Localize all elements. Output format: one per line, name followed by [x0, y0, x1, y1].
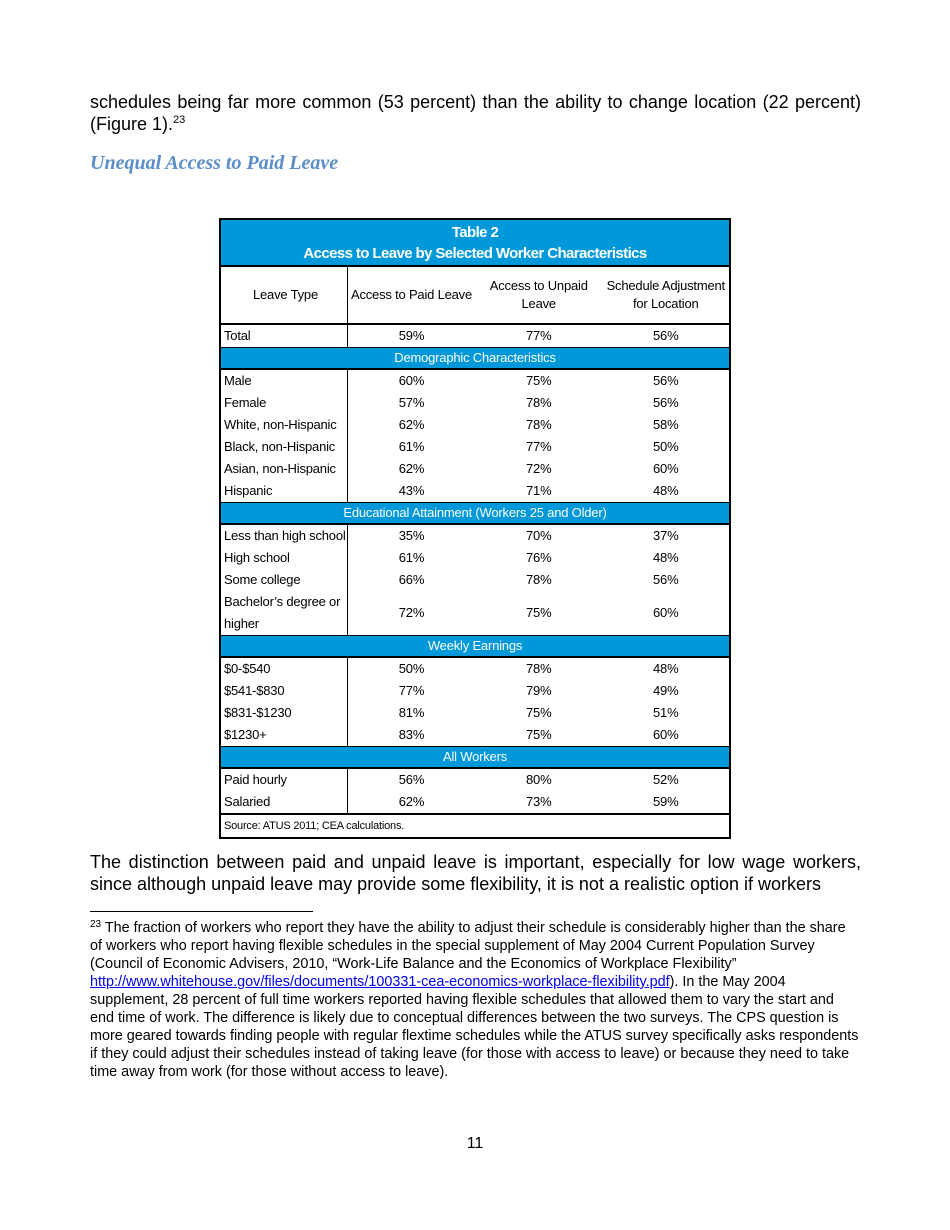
table-source-row [220, 814, 730, 838]
table-section-header [220, 747, 730, 769]
cell-schedule: 51% [653, 705, 679, 720]
row-label: High school [220, 547, 348, 569]
intro-paragraph [90, 91, 861, 135]
table-row [220, 768, 730, 791]
table-row-total [220, 324, 730, 348]
cell-paid: 77% [398, 683, 425, 698]
cell-unpaid: 75% [526, 605, 552, 620]
cell-paid: 66% [398, 572, 425, 587]
page-number: 11 [466, 1135, 484, 1152]
table-section-header [220, 636, 730, 658]
cell-schedule: 50% [653, 439, 679, 454]
cell-schedule: 48% [653, 483, 679, 498]
cell-unpaid: 76% [526, 550, 552, 565]
cell-schedule: 59% [653, 794, 679, 809]
row-label: $0-$540 [220, 657, 348, 680]
cell-paid: 43% [398, 483, 425, 498]
table-row [220, 680, 730, 702]
cell-schedule: 60% [653, 461, 679, 476]
table-row [220, 569, 730, 591]
cell-unpaid: 75% [526, 727, 552, 742]
cell-unpaid: 72% [526, 461, 552, 476]
table-row [220, 458, 730, 480]
cell-unpaid: 70% [526, 528, 552, 543]
row-label: Bachelor’s degree or higher [220, 591, 348, 636]
cell-unpaid: 78% [526, 417, 552, 432]
footnote-divider [90, 911, 313, 912]
row-label: Male [220, 369, 348, 392]
footnote-text-after: ). In the May 2004 supplement, 28 percent of full time workers reported having flexible schedules that allowed them to vary the start and end time of work. The difference is likely due to conceptual differences between the two surveys. The CPS question is more geared towards finding people with regular flextime schedules while the ATUS survey specifically asks respondents if they could adjust their schedules instead of taking leave (for those with access to leave) or because they need to take time away from work (for those without access to leave). [90, 974, 859, 1080]
cell-paid: 72% [398, 605, 425, 620]
cell-schedule: 56% [653, 395, 679, 410]
leave-access-table [219, 218, 731, 839]
row-label: Some college [220, 569, 348, 591]
distinction-paragraph: The distinction between paid and unpaid leave is important, especially for low wage workers, since although unpaid leave may provide some flexibility, it is not a realistic option if workers [90, 852, 861, 894]
cell-unpaid: 80% [526, 772, 552, 787]
cell-paid: 35% [398, 528, 425, 543]
cell-paid: 57% [398, 395, 425, 410]
cell-schedule: 60% [653, 727, 679, 742]
table-row [220, 702, 730, 724]
table-row [220, 791, 730, 814]
cell-unpaid: 78% [526, 572, 552, 587]
row-label: Asian, non-Hispanic [220, 458, 348, 480]
table-header-row [220, 266, 730, 324]
cell-paid: 62% [398, 794, 425, 809]
table-row [220, 524, 730, 547]
cell-schedule: 56% [603, 324, 731, 348]
cell-schedule: 58% [653, 417, 679, 432]
table-row [220, 480, 730, 503]
footnote [90, 919, 861, 1081]
table-row [220, 414, 730, 436]
row-label: White, non-Hispanic [220, 414, 348, 436]
cell-unpaid: 77% [526, 439, 552, 454]
cell-paid: 62% [398, 461, 425, 476]
footnote-text-before: The fraction of workers who report they have the ability to adjust their schedule is considerably higher than the share of workers who report having flexible schedules in the special supplement of May 2004 Current Population Survey (Council of Economic Advisers, 2010, “Work-Life Balance and the Economics of Workplace Flexibility” [90, 920, 846, 972]
cell-unpaid: 71% [526, 483, 552, 498]
cell-paid: 62% [398, 417, 425, 432]
cell-paid: 50% [398, 661, 425, 676]
cell-schedule: 37% [653, 528, 679, 543]
header-leave-type: Leave Type [220, 266, 348, 324]
cell-schedule: 56% [653, 373, 679, 388]
cell-paid: 56% [398, 772, 425, 787]
row-label: $541-$830 [220, 680, 348, 702]
cell-unpaid: 79% [526, 683, 552, 698]
cell-unpaid: 77% [475, 324, 603, 348]
footnote-number: 23 [90, 919, 102, 930]
header-unpaid-leave: Access to Unpaid Leave [475, 266, 603, 324]
cell-schedule: 49% [653, 683, 679, 698]
section-title: Educational Attainment (Workers 25 and Older) [220, 503, 730, 525]
table-row [220, 724, 730, 747]
header-schedule-adjustment: Schedule Adjustment for Location [603, 266, 731, 324]
section-title: All Workers [220, 747, 730, 769]
cell-paid: 83% [398, 727, 425, 742]
intro-text: schedules being far more common (53 percent) than the ability to change location (22 percent) (Figure 1). [90, 92, 861, 134]
cell-unpaid: 75% [526, 373, 552, 388]
row-label: Paid hourly [220, 768, 348, 791]
row-label: Salaried [220, 791, 348, 814]
row-label: Female [220, 392, 348, 414]
cell-paid: 81% [398, 705, 425, 720]
cell-paid: 61% [398, 550, 425, 565]
cell-unpaid: 78% [526, 661, 552, 676]
row-label: Less than high school [220, 524, 348, 547]
section-heading: Unequal Access to Paid Leave [90, 152, 339, 174]
table-row [220, 392, 730, 414]
cell-schedule: 48% [653, 550, 679, 565]
table-row [220, 591, 730, 636]
table-row [220, 369, 730, 392]
table-title-row [220, 219, 730, 266]
row-label: Hispanic [220, 480, 348, 503]
footnote-link[interactable]: http://www.whitehouse.gov/files/documents/100331-cea-economics-workplace-flexibility.pdf [90, 974, 670, 990]
section-title: Demographic Characteristics [220, 348, 730, 370]
table-title: Access to Leave by Selected Worker Characteristics [303, 244, 647, 262]
row-label: $1230+ [220, 724, 348, 747]
cell-unpaid: 78% [526, 395, 552, 410]
cell-schedule: 48% [653, 661, 679, 676]
table-section-header [220, 348, 730, 370]
cell-schedule: 56% [653, 572, 679, 587]
row-label: Total [220, 324, 348, 348]
cell-schedule: 60% [653, 605, 679, 620]
cell-paid: 60% [398, 373, 425, 388]
cell-paid: 61% [398, 439, 425, 454]
table-number: Table 2 [451, 223, 499, 241]
row-label: Black, non-Hispanic [220, 436, 348, 458]
footnote-ref[interactable]: 23 [173, 114, 186, 126]
table-source: Source: ATUS 2011; CEA calculations. [220, 814, 730, 838]
cell-unpaid: 73% [526, 794, 552, 809]
cell-schedule: 52% [653, 772, 679, 787]
section-title: Weekly Earnings [220, 636, 730, 658]
header-paid-leave: Access to Paid Leave [348, 266, 476, 324]
table-row [220, 436, 730, 458]
cell-paid: 59% [348, 324, 476, 348]
row-label: $831-$1230 [220, 702, 348, 724]
table-section-header [220, 503, 730, 525]
table-row [220, 547, 730, 569]
cell-unpaid: 75% [526, 705, 552, 720]
table-row [220, 657, 730, 680]
